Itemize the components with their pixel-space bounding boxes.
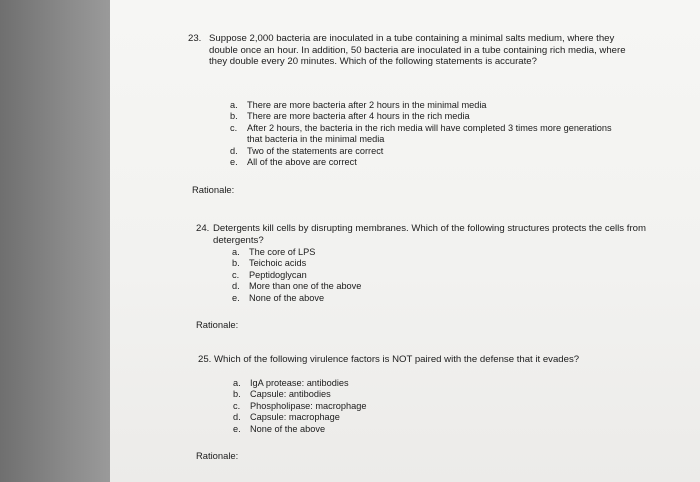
option-e <box>233 424 533 435</box>
option-text: Peptidoglycan <box>249 269 307 280</box>
option-letter: d. <box>230 145 238 156</box>
option-c <box>232 270 532 281</box>
option-text: The core of LPS <box>249 247 316 257</box>
question-number: 23. <box>188 33 202 44</box>
option-text: There are more bacteria after 2 hours in the minimal media <box>247 100 487 110</box>
question-text: Detergents kill cells by disrupting membranes. Which of the following structures protects the cells from detergents? <box>213 223 646 246</box>
option-b <box>232 258 532 269</box>
option-c <box>233 401 533 412</box>
option-letter: e. <box>233 423 241 434</box>
option-letter: a. <box>233 378 241 388</box>
option-text: None of the above <box>250 423 326 434</box>
question-25 <box>198 354 658 366</box>
question-text: Suppose 2,000 bacteria are inoculated in a tube containing a minimal salts medium, where they double once an hour. In addition, 50 bacteria are inoculated in a tube containing rich media, where they double every 20 minutes. Which of the following statements is accurate? <box>209 33 626 68</box>
option-letter: d. <box>233 412 241 423</box>
option-b <box>233 389 533 400</box>
option-text: After 2 hours, the bacteria in the rich media will have completed 3 times more generations that bacteria in the minimal media <box>247 122 612 145</box>
question-24 <box>196 223 646 246</box>
question-text: Which of the following virulence factors is NOT paired with the defense that it evades? <box>214 354 580 365</box>
background-edge <box>0 0 110 482</box>
rationale-label: Rationale: <box>196 319 239 330</box>
option-letter: e. <box>232 292 240 303</box>
option-letter: e. <box>230 157 238 168</box>
option-letter: b. <box>230 111 238 122</box>
question-number: 24. <box>196 223 210 234</box>
option-letter: c. <box>230 122 238 133</box>
option-d <box>233 412 533 423</box>
option-e <box>232 293 532 304</box>
option-text: There are more bacteria after 4 hours in the rich media <box>247 111 470 122</box>
option-e <box>230 157 628 168</box>
option-text: Capsule: antibodies <box>250 389 331 400</box>
option-text: IgA protease: antibodies <box>250 378 349 388</box>
option-text: Two of the statements are correct <box>247 145 384 156</box>
document-page <box>110 0 700 482</box>
option-text: Capsule: macrophage <box>250 412 340 423</box>
option-text: All of the above are correct <box>247 157 357 168</box>
option-letter: a. <box>230 100 238 110</box>
option-text: Phospholipase: macrophage <box>250 400 367 411</box>
option-text: None of the above <box>249 292 325 303</box>
rationale-label: Rationale: <box>196 450 239 461</box>
option-d <box>232 281 532 292</box>
option-letter: d. <box>232 281 240 292</box>
question-number: 25. <box>198 354 212 365</box>
option-letter: c. <box>233 400 241 411</box>
option-b <box>230 111 628 122</box>
option-a <box>233 378 533 389</box>
option-a <box>232 247 532 258</box>
options-list-25 <box>233 378 533 435</box>
question-23 <box>188 33 644 68</box>
option-letter: c. <box>232 269 240 280</box>
option-d <box>230 146 628 157</box>
options-list-23 <box>230 100 628 168</box>
options-list-24 <box>232 247 532 304</box>
option-text: More than one of the above <box>249 281 362 292</box>
option-letter: b. <box>232 258 240 269</box>
rationale-label: Rationale: <box>192 184 235 195</box>
option-text: Teichoic acids <box>249 258 307 269</box>
option-letter: a. <box>232 247 240 257</box>
option-a <box>230 100 628 111</box>
option-letter: b. <box>233 389 241 400</box>
option-c <box>230 123 628 146</box>
